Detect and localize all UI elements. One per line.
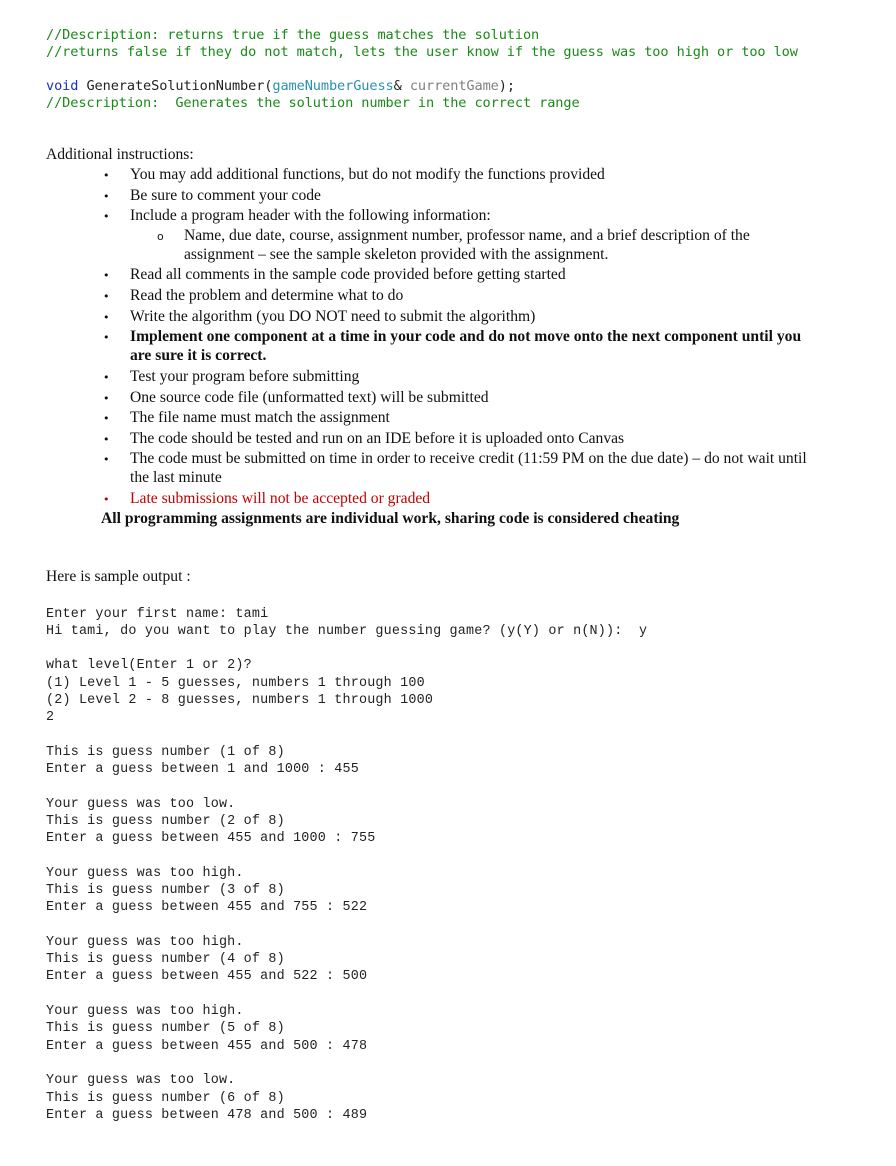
sample-output-heading: Here is sample output : xyxy=(46,568,191,585)
code-ampersand: & xyxy=(393,78,410,94)
bullet-icon: • xyxy=(103,331,110,344)
console-line: Your guess was too high. xyxy=(46,935,244,950)
code-param-name: currentGame xyxy=(409,78,499,94)
sub-bullet-icon: o xyxy=(157,230,164,243)
instruction-item: Include a program header with the following information: xyxy=(130,207,491,224)
code-comment-line-2: //returns false if they do not match, lets the user know if the guess was too high or too low xyxy=(46,44,798,60)
bullet-icon: • xyxy=(103,433,110,446)
bullet-icon: • xyxy=(103,190,110,203)
bullet-icon: • xyxy=(103,311,110,324)
console-line: 2 xyxy=(46,710,55,725)
instruction-item: The code should be tested and run on an IDE before it is uploaded onto Canvas xyxy=(130,430,625,447)
console-line: This is guess number (4 of 8) xyxy=(46,952,285,967)
instruction-item: You may add additional functions, but do not modify the functions provided xyxy=(130,166,605,183)
console-line: This is guess number (1 of 8) xyxy=(46,745,285,760)
bullet-icon: • xyxy=(103,269,110,282)
bullet-icon: • xyxy=(103,290,110,303)
console-line: Enter a guess between 478 and 500 : 489 xyxy=(46,1108,368,1123)
instruction-subitem-line-2: assignment – see the sample skeleton provided with the assignment. xyxy=(184,246,609,263)
console-line: Your guess was too low. xyxy=(46,1073,236,1088)
console-line: Enter a guess between 1 and 1000 : 455 xyxy=(46,762,359,777)
instruction-item: Read the problem and determine what to do xyxy=(130,287,404,304)
instruction-subitem-line-1: Name, due date, course, assignment number, professor name, and a brief description of the xyxy=(184,227,750,244)
cheating-policy-note: All programming assignments are individual work, sharing code is considered cheating xyxy=(101,510,680,527)
bullet-icon: • xyxy=(103,210,110,223)
console-line: Enter a guess between 455 and 755 : 522 xyxy=(46,900,368,915)
console-line: Your guess was too high. xyxy=(46,1004,244,1019)
console-line: what level(Enter 1 or 2)? xyxy=(46,658,252,673)
bullet-icon: • xyxy=(103,412,110,425)
code-comment-line-1: //Description: returns true if the guess matches the solution xyxy=(46,27,540,43)
instruction-item: Be sure to comment your code xyxy=(130,187,321,204)
console-line: (1) Level 1 - 5 guesses, numbers 1 through 100 xyxy=(46,676,425,691)
instruction-item: One source code file (unformatted text) will be submitted xyxy=(130,389,489,406)
code-function-declaration xyxy=(46,78,515,94)
console-line: This is guess number (3 of 8) xyxy=(46,883,285,898)
console-line: Hi tami, do you want to play the number guessing game? (y(Y) or n(N)): y xyxy=(46,624,648,639)
console-line: Enter a guess between 455 and 500 : 478 xyxy=(46,1039,368,1054)
console-line: This is guess number (6 of 8) xyxy=(46,1091,285,1106)
late-submission-warning: Late submissions will not be accepted or graded xyxy=(130,490,431,507)
instruction-item-bold: Implement one component at a time in your code and do not move onto the next component until you xyxy=(130,328,802,345)
instruction-item: The file name must match the assignment xyxy=(130,409,390,426)
console-line: Enter your first name: tami xyxy=(46,607,269,622)
code-param-type: gameNumberGuess xyxy=(272,78,394,94)
instruction-item-bold-cont: are sure it is correct. xyxy=(130,347,267,364)
code-decl-end: ); xyxy=(498,78,515,94)
console-line: Enter a guess between 455 and 1000 : 755 xyxy=(46,831,376,846)
instructions-heading: Additional instructions: xyxy=(46,146,194,163)
bullet-icon: • xyxy=(103,453,110,466)
instruction-item: The code must be submitted on time in order to receive credit (11:59 PM on the due date) – do not wait until xyxy=(130,450,807,467)
instruction-item: Read all comments in the sample code provided before getting started xyxy=(130,266,566,283)
instruction-item: Test your program before submitting xyxy=(130,368,360,385)
instruction-item: Write the algorithm (you DO NOT need to submit the algorithm) xyxy=(130,308,536,325)
code-comment-line-4: //Description: Generates the solution number in the correct range xyxy=(46,95,580,111)
code-keyword: void xyxy=(46,78,79,94)
code-function-name: GenerateSolutionNumber( xyxy=(86,78,273,94)
instruction-item-cont: the last minute xyxy=(130,469,222,486)
bullet-icon: • xyxy=(103,392,110,405)
console-line: This is guess number (5 of 8) xyxy=(46,1021,285,1036)
console-line: Enter a guess between 455 and 522 : 500 xyxy=(46,969,368,984)
console-line: Your guess was too high. xyxy=(46,866,244,881)
console-line: This is guess number (2 of 8) xyxy=(46,814,285,829)
bullet-icon: • xyxy=(103,371,110,384)
console-line: Your guess was too low. xyxy=(46,797,236,812)
bullet-icon: • xyxy=(103,169,110,182)
bullet-icon: • xyxy=(103,493,110,506)
console-line: (2) Level 2 - 8 guesses, numbers 1 through 1000 xyxy=(46,693,434,708)
